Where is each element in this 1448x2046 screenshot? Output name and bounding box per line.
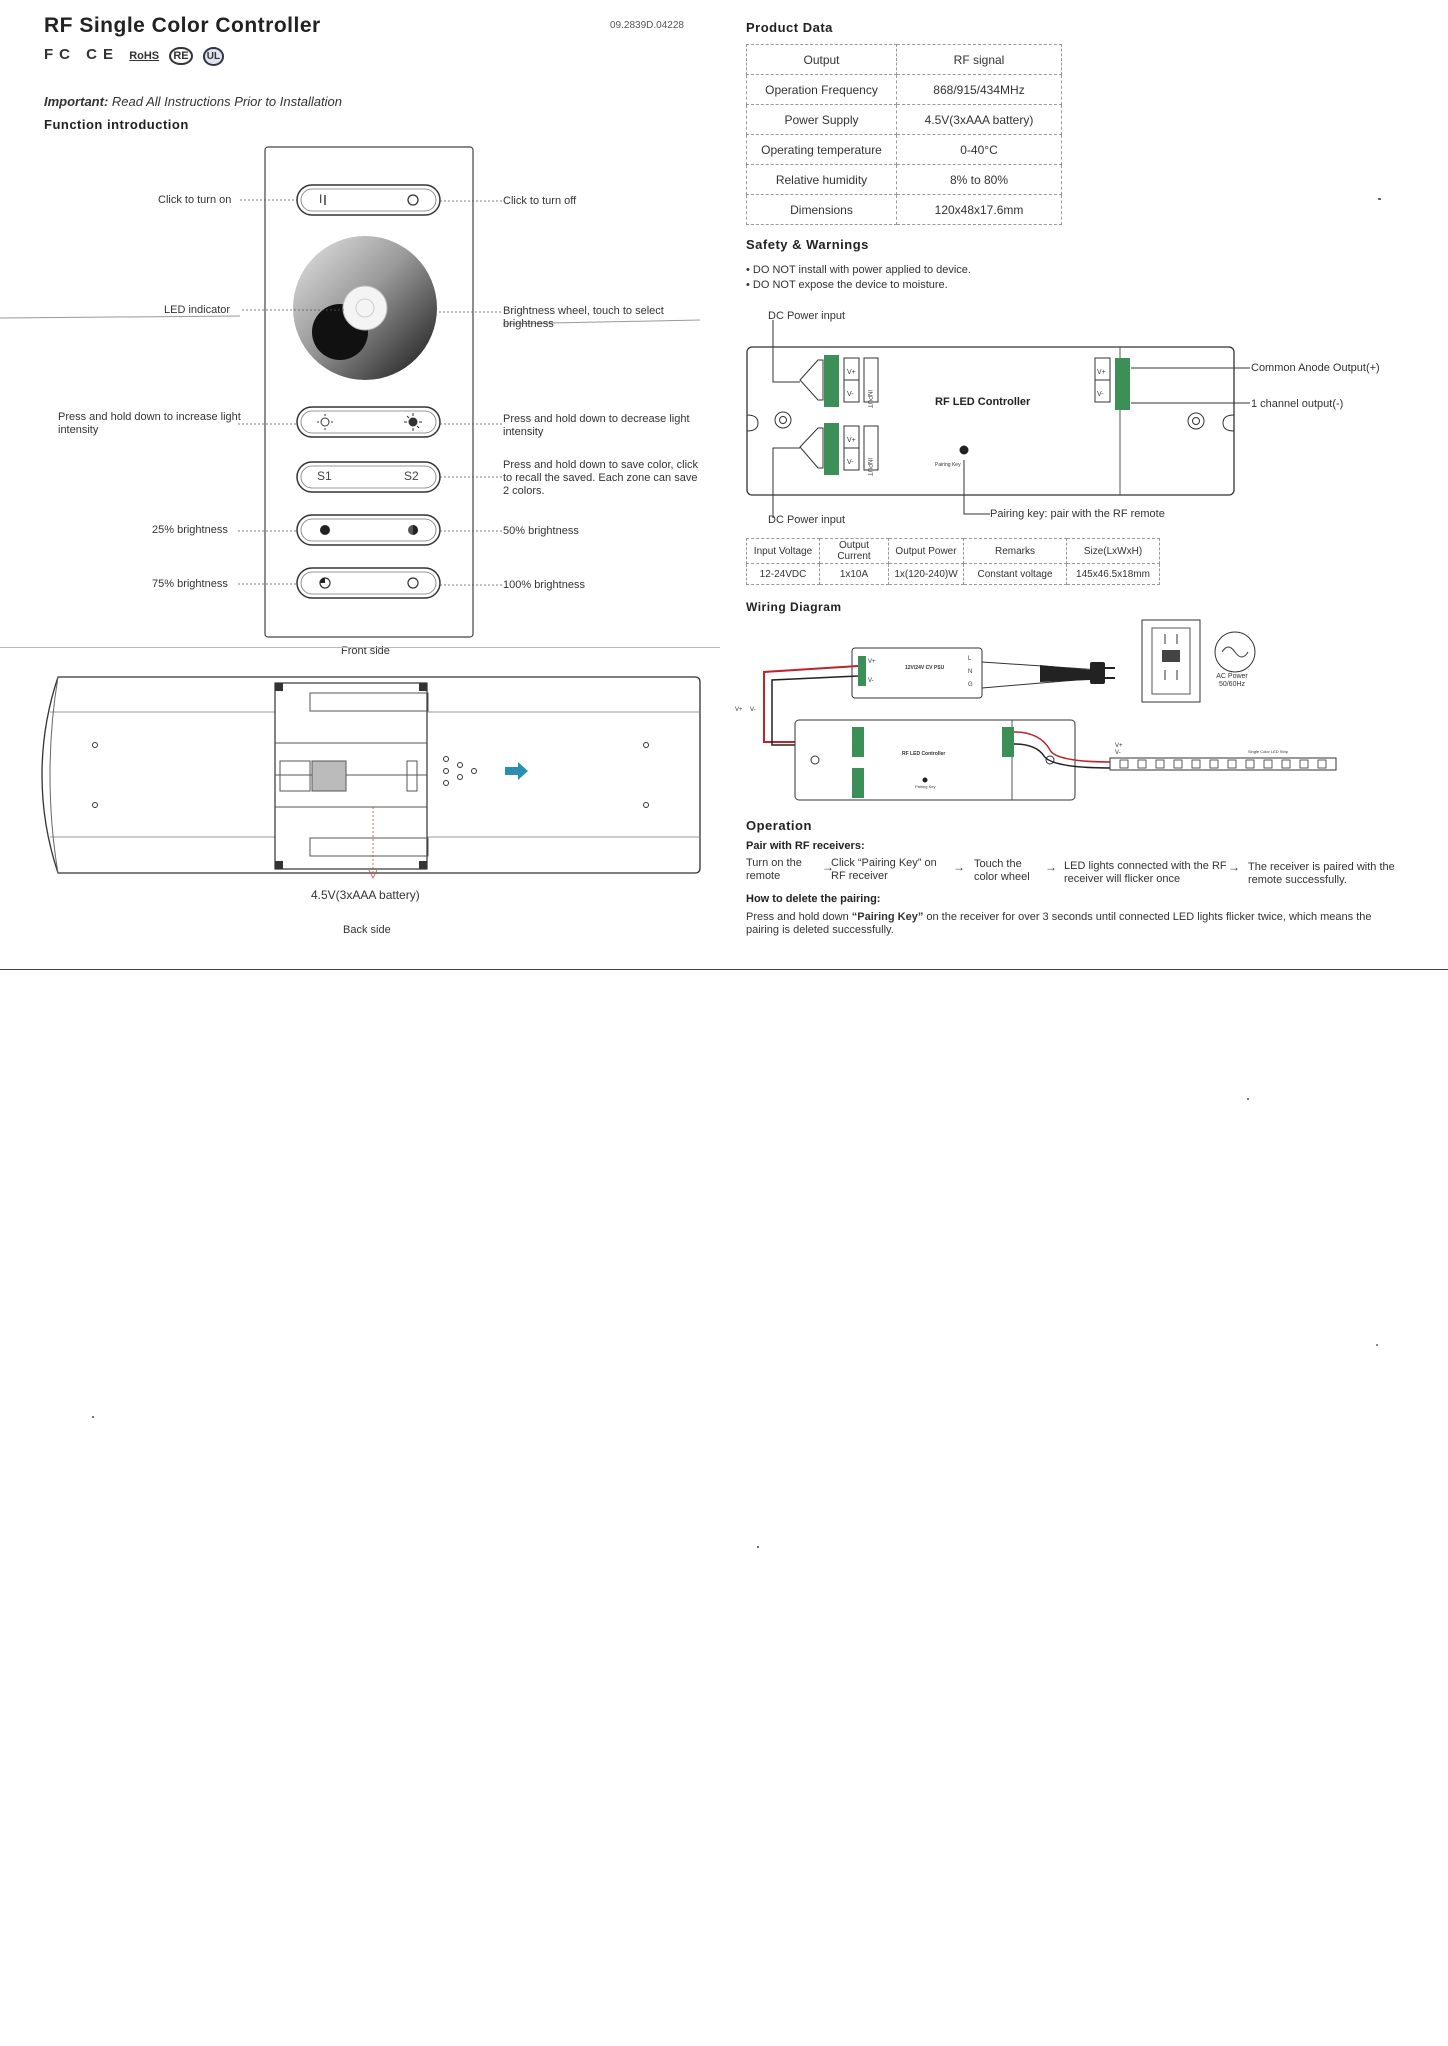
psu-terminal: L <box>968 656 972 662</box>
psu-vplus: V+ <box>868 659 876 665</box>
on-glyph: I <box>319 192 323 206</box>
table-row <box>747 105 1062 135</box>
ce-logo: CE <box>86 46 120 63</box>
callout-25: 25% brightness <box>152 524 228 536</box>
terminal-block-bottom <box>824 423 839 475</box>
s1-label: S1 <box>317 469 332 483</box>
function-intro-heading: Function introduction <box>44 117 189 132</box>
callout-turn-on: Click to turn on <box>158 194 232 206</box>
fcc-logo: FC <box>44 46 76 63</box>
table-row <box>747 45 1062 75</box>
scan-speck <box>757 1546 759 1548</box>
callout-decrease: Press and hold down to decrease light intensity <box>503 413 690 438</box>
pd-value: 0-40°C <box>897 135 1062 165</box>
table-row <box>747 75 1062 105</box>
pair-step-5: The receiver is paired with the remote successfully. <box>1248 861 1395 886</box>
wire-vminus: V- <box>750 707 756 713</box>
psu-label: 12V/24V CV PSU <box>905 665 945 671</box>
ac-power-label: AC Power 50/60Hz <box>1216 673 1248 688</box>
pair-step-4: LED lights connected with the RF receiver will flicker once <box>1064 860 1227 885</box>
step-arrow-icon: → <box>1228 860 1240 874</box>
pair-step-3: Touch the color wheel <box>974 858 1030 883</box>
pd-value: 8% to 80% <box>897 165 1062 195</box>
remote-front-diagram <box>0 140 720 660</box>
spec-header: Input Voltage <box>747 539 820 564</box>
pd-value: 4.5V(3xAAA battery) <box>897 105 1062 135</box>
operation-heading: Operation <box>746 818 812 833</box>
input-label: INPUT <box>866 390 872 408</box>
spec-value: 1x(120-240)W <box>889 564 964 585</box>
rohs-logo: RoHS <box>129 50 160 62</box>
product-data-heading: Product Data <box>746 20 833 35</box>
pd-value: RF signal <box>897 45 1062 75</box>
pd-label: Output <box>747 45 897 75</box>
strip-vminus: V- <box>1115 750 1121 756</box>
psu-vminus: V- <box>868 678 874 684</box>
pd-value: 120x48x17.6mm <box>897 195 1062 225</box>
spec-header: Output Current <box>820 539 889 564</box>
psu-terminal: N <box>968 669 973 675</box>
input-label: INPUT <box>866 458 872 476</box>
pd-label: Power Supply <box>747 105 897 135</box>
spec-value: Constant voltage <box>964 564 1067 585</box>
terminal-label: V+ <box>847 437 856 444</box>
scan-speck <box>1376 1344 1378 1346</box>
led-indicator-icon <box>343 286 387 330</box>
important-text: Read All Instructions Prior to Installation <box>111 94 342 109</box>
callout-save-color: Press and hold down to save color, click to recall the saved. Each zone can save 2 colors. <box>503 459 699 497</box>
pairing-key-icon[interactable] <box>960 446 969 455</box>
terminal-block-output <box>1115 358 1130 410</box>
table-row <box>747 165 1062 195</box>
terminal-label: V- <box>847 391 854 398</box>
spec-header: Size(LxWxH) <box>1067 539 1160 564</box>
spec-value: 12-24VDC <box>747 564 820 585</box>
terminal-label: V- <box>847 459 854 466</box>
battery-spring-icon <box>312 761 346 791</box>
callout-increase: Press and hold down to increase light intensity <box>58 411 241 436</box>
pairing-key-label: Pairing key: pair with the RF remote <box>990 508 1165 520</box>
back-side-label: Back side <box>343 924 391 936</box>
step-arrow-icon: → <box>822 860 834 874</box>
spec-header: Remarks <box>964 539 1067 564</box>
delete-key: “Pairing Key” <box>851 911 924 923</box>
battery-label: 4.5V(3xAAA battery) <box>311 888 420 902</box>
pd-label: Dimensions <box>747 195 897 225</box>
pd-label: Operating temperature <box>747 135 897 165</box>
strip-vplus: V+ <box>1115 743 1123 749</box>
delete-instructions <box>746 911 1376 937</box>
remote-body <box>265 147 473 637</box>
dc-input-top-label: DC Power input <box>768 310 846 322</box>
doc-number: 09.2839D.04228 <box>610 20 684 31</box>
callout-led-indicator: LED indicator <box>164 304 231 316</box>
callout-100: 100% brightness <box>503 579 585 591</box>
scan-speck <box>1247 1098 1249 1100</box>
spec-value: 1x10A <box>820 564 889 585</box>
strip-label: Single Color LED Strip <box>1248 749 1289 754</box>
pd-value: 868/915/434MHz <box>897 75 1062 105</box>
callout-50: 50% brightness <box>503 525 579 537</box>
pair-heading: Pair with RF receivers: <box>746 840 865 852</box>
wiring-heading: Wiring Diagram <box>746 600 842 614</box>
wiring-controller-label: RF LED Controller <box>902 751 946 757</box>
table-row <box>747 195 1062 225</box>
table-row <box>747 564 1160 585</box>
pairing-key-small-label: Pairing Key <box>935 462 961 468</box>
common-anode-label: Common Anode Output(+) <box>1251 362 1380 374</box>
terminal-label: V- <box>1097 391 1104 398</box>
wiring-diagram <box>735 620 1340 810</box>
remote-back-diagram <box>40 675 705 880</box>
important-prefix: Important: <box>44 94 109 109</box>
pd-label: Relative humidity <box>747 165 897 195</box>
safety-heading: Safety & Warnings <box>746 237 869 252</box>
terminal-label: V+ <box>847 369 856 376</box>
spec-value: 145x46.5x18mm <box>1067 564 1160 585</box>
re-logo: RE <box>169 47 192 65</box>
callout-wheel: Brightness wheel, touch to select brightness <box>503 305 664 330</box>
pd-label: Operation Frequency <box>747 75 897 105</box>
plug-icon <box>1090 662 1105 684</box>
delete-pre: Press and hold down <box>746 911 852 923</box>
brightness-25-50-pill[interactable] <box>297 515 440 545</box>
scan-speck <box>1378 198 1381 200</box>
delete-post: on the receiver for over 3 seconds until connected LED lights flicker twice, which means the pairing is deleted successfully. <box>746 911 1372 936</box>
important-note <box>44 94 342 109</box>
scan-speck <box>92 1416 94 1418</box>
front-side-label: Front side <box>341 645 390 657</box>
controller-diagram <box>740 320 1420 525</box>
table-row <box>747 135 1062 165</box>
pair-step-1: Turn on the remote <box>746 857 802 882</box>
spec-header: Output Power <box>889 539 964 564</box>
terminal-label: V+ <box>1097 369 1106 376</box>
scan-artifact-line <box>0 647 720 648</box>
certification-logos <box>44 46 224 63</box>
channel-output-label: 1 channel output(-) <box>1251 398 1344 410</box>
psu-terminal: G <box>968 682 973 688</box>
page-title: RF Single Color Controller <box>44 14 321 37</box>
table-row <box>747 539 1160 564</box>
safety-item: • DO NOT expose the device to moisture. <box>746 279 948 291</box>
wire-vplus: V+ <box>735 707 743 713</box>
product-data-table <box>746 44 1062 225</box>
ul-logo: UL <box>203 47 224 66</box>
safety-item: • DO NOT install with power applied to device. <box>746 264 971 276</box>
controller-name: RF LED Controller <box>935 396 1031 408</box>
step-arrow-icon: → <box>953 860 965 874</box>
dc-input-bottom-label: DC Power input <box>768 514 846 526</box>
wiring-pair-label: Pairing Key <box>915 784 936 789</box>
callout-75: 75% brightness <box>152 578 228 590</box>
callout-turn-off: Click to turn off <box>503 195 577 207</box>
brightness-100-icon <box>408 578 418 588</box>
spec-table <box>746 538 1160 585</box>
scan-artifact-line <box>0 969 1448 970</box>
terminal-block-top <box>824 355 839 407</box>
step-arrow-icon: → <box>1045 860 1057 874</box>
brightness-25-icon <box>320 525 330 535</box>
psu-box <box>852 648 982 698</box>
pair-step-2: Click “Pairing Key” on RF receiver <box>831 857 937 882</box>
s2-label: S2 <box>404 469 419 483</box>
controller-body <box>747 347 1234 495</box>
delete-heading: How to delete the pairing: <box>746 893 881 905</box>
